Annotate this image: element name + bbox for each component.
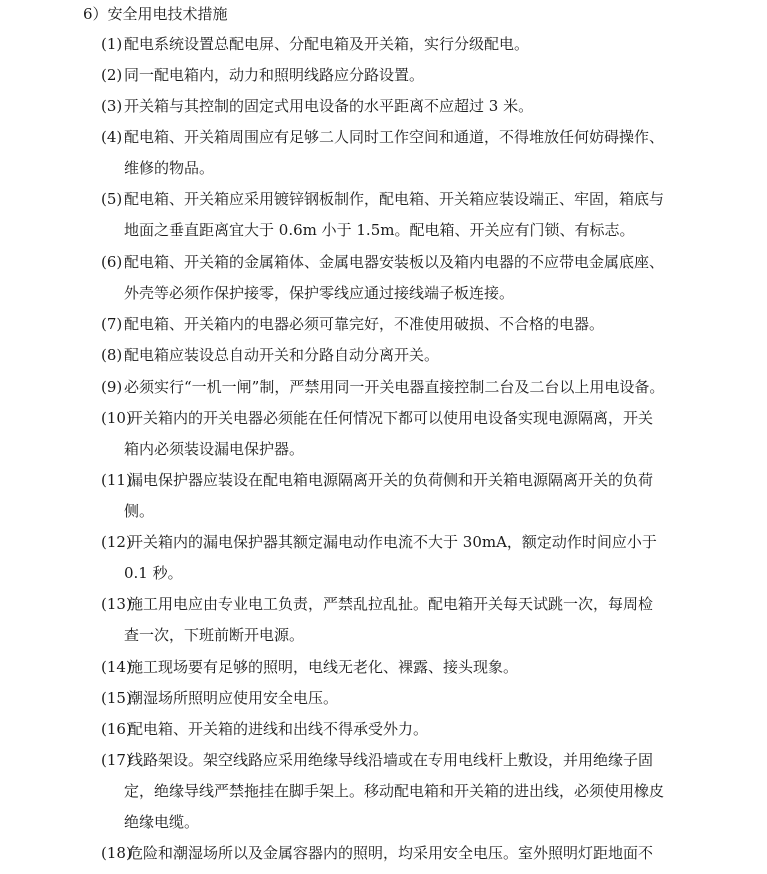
item-text: 施工现场要有足够的照明，电线无老化、裸露、接头现象。 (128, 658, 519, 676)
item-text: 配电箱应装设总自动开关和分路自动分离开关。 (124, 346, 440, 364)
item-number: (18) (101, 844, 132, 862)
item-text: 同一配电箱内，动力和照明线路应分路设置。 (124, 66, 425, 84)
item-text: 线路架设。架空线路应采用绝缘导线沿墙或在专用电线杆上敷设，并用绝缘子固 (128, 751, 654, 769)
item-number: (16) (101, 720, 132, 738)
item-text: 漏电保护器应装设在配电箱电源隔离开关的负荷侧和开关箱电源隔离开关的负荷 (128, 471, 654, 489)
item-text-continuation: 外壳等必须作保护接零，保护零线应通过接线端子板连接。 (124, 284, 515, 302)
item-text-continuation: 定，绝缘导线严禁拖挂在脚手架上。移动配电箱和开关箱的进出线，必须使用橡皮 (124, 782, 665, 800)
item-text-continuation: 侧。 (124, 502, 155, 520)
item-text-continuation: 维修的物品。 (124, 159, 215, 177)
item-number: (5) (101, 190, 123, 208)
item-number: (6) (101, 253, 123, 271)
item-number: (4) (101, 128, 123, 146)
item-text: 配电箱、开关箱的金属箱体、金属电器安装板以及箱内电器的不应带电金属底座、 (124, 253, 665, 271)
item-text: 配电箱、开关箱周围应有足够二人同时工作空间和通道，不得堆放任何妨碍操作、 (124, 128, 665, 146)
section-heading: 6）安全用电技术措施 (83, 5, 228, 23)
item-text: 开关箱与其控制的固定式用电设备的水平距离不应超过 3 米。 (124, 97, 534, 115)
item-text: 必须实行“一机一闸”制，严禁用同一开关电器直接控制二台及二台以上用电设备。 (124, 378, 665, 396)
item-text: 配电箱、开关箱的进线和出线不得承受外力。 (128, 720, 429, 738)
item-text-continuation: 绝缘电缆。 (124, 813, 200, 831)
item-text: 施工用电应由专业电工负责，严禁乱拉乱扯。配电箱开关每天试跳一次，每周检 (128, 595, 654, 613)
item-number: (17) (101, 751, 132, 769)
item-number: (1) (101, 35, 123, 53)
item-number: (13) (101, 595, 132, 613)
item-text-continuation: 箱内必须装设漏电保护器。 (124, 440, 305, 458)
item-number: (7) (101, 315, 123, 333)
item-number: (2) (101, 66, 123, 84)
item-number: (3) (101, 97, 123, 115)
item-text: 配电箱、开关箱应采用镀锌钢板制作，配电箱、开关箱应装设端正、牢固，箱底与 (124, 190, 665, 208)
item-text-continuation: 0.1 秒。 (124, 564, 183, 582)
item-text: 配电箱、开关箱内的电器必须可靠完好，不准使用破损、不合格的电器。 (124, 315, 605, 333)
item-text: 危险和潮湿场所以及金属容器内的照明，均采用安全电压。室外照明灯距地面不 (128, 844, 654, 862)
item-number: (8) (101, 346, 123, 364)
item-text: 开关箱内的开关电器必须能在任何情况下都可以使用电设备实现电源隔离，开关 (128, 409, 654, 427)
item-number: (12) (101, 533, 132, 551)
item-number: (9) (101, 378, 123, 396)
item-text: 开关箱内的漏电保护器其额定漏电动作电流不大于 30mA，额定动作时间应小于 (128, 533, 657, 551)
item-number: (15) (101, 689, 132, 707)
item-text-continuation: 地面之垂直距离宜大于 0.6m 小于 1.5m。配电箱、开关应有门锁、有标志。 (124, 221, 635, 239)
item-text-continuation: 查一次，下班前断开电源。 (124, 626, 305, 644)
item-number: (10) (101, 409, 132, 427)
item-text: 潮湿场所照明应使用安全电压。 (128, 689, 339, 707)
item-text: 配电系统设置总配电屏、分配电箱及开关箱，实行分级配电。 (124, 35, 530, 53)
item-number: (11) (101, 471, 132, 489)
item-number: (14) (101, 658, 132, 676)
